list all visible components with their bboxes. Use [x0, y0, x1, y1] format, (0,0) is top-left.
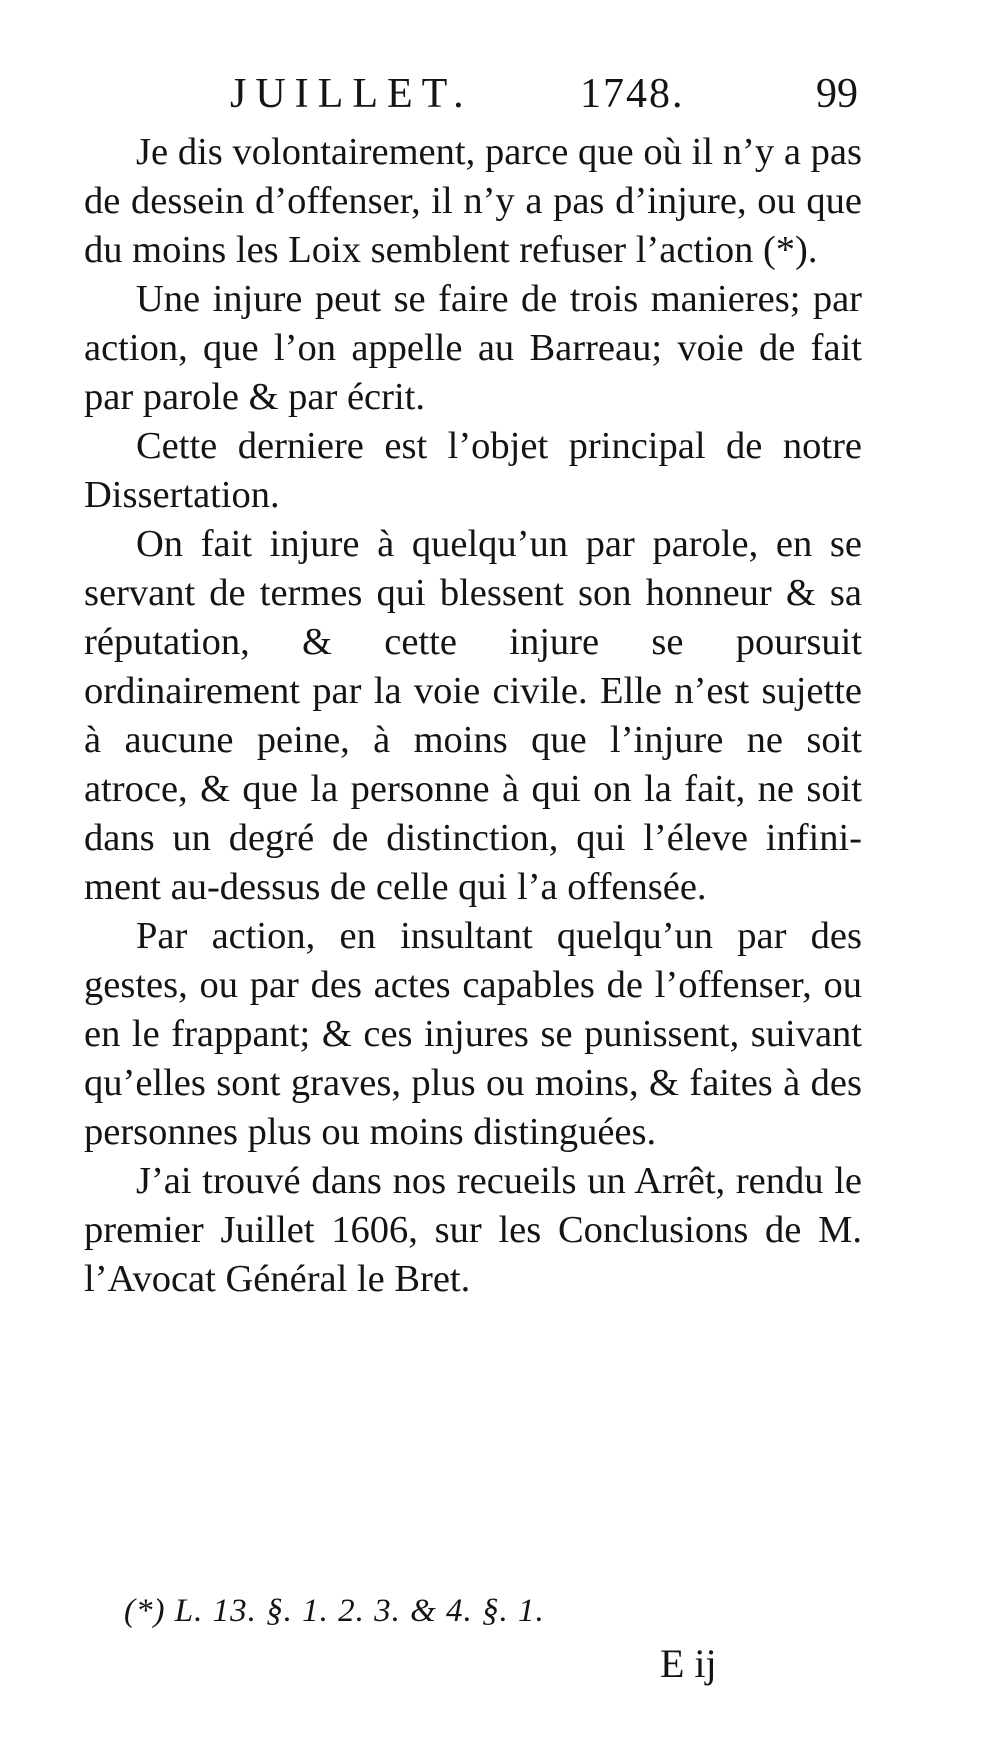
- footnote: (*) L. 13. §. 1. 2. 3. & 4. §. 1.: [124, 1593, 545, 1629]
- running-year: 1748.: [580, 71, 685, 117]
- paragraph: Je dis volontairement, parce que où il n’y a pas de dessein d’offenser, il n’y a pas d’injure, ou que du moins les Loix semblent refuser l’action (*).: [84, 131, 862, 271]
- paragraph: J’ai trouvé dans nos recueils un Arrêt, rendu le premier Juillet 1606, sur les Conclusions de M. l’Avocat Général le Bret.: [84, 1160, 862, 1300]
- paragraph: Par action, en insultant quelqu’un par des gestes, ou par des actes capables de l’offenser, ou en le frappant; & ces injures se punissent, suivant qu’elles sont graves, plus ou moins, & faites à des personnes plus ou moins distinguées.: [84, 915, 862, 1153]
- paragraph: Une injure peut se faire de trois manieres; par action, que l’on appelle au Barreau; voie de fait par parole & par écrit.: [84, 278, 862, 418]
- paragraph: Cette derniere est l’objet principal de notre Dissertation.: [84, 425, 862, 516]
- paragraph: On fait injure à quelqu’un par parole, en se servant de termes qui blessent son honneur & sa réputation, & cette injure se poursuit ordinairement par la voie civile. Elle n’est sujette à aucune peine, à moins que l’injure ne soit atroce, & que la personne à qui on la fait, ne soit dans un degré de distinction, qui l’éleve infiniment au-dessus de celle qui l’a offensée.: [84, 523, 862, 908]
- body-text: [84, 128, 862, 1304]
- signature-mark: E ij: [660, 1641, 717, 1686]
- running-title: JUILLET.: [230, 71, 473, 117]
- page-number: 99: [816, 71, 858, 117]
- page-header: [230, 64, 870, 124]
